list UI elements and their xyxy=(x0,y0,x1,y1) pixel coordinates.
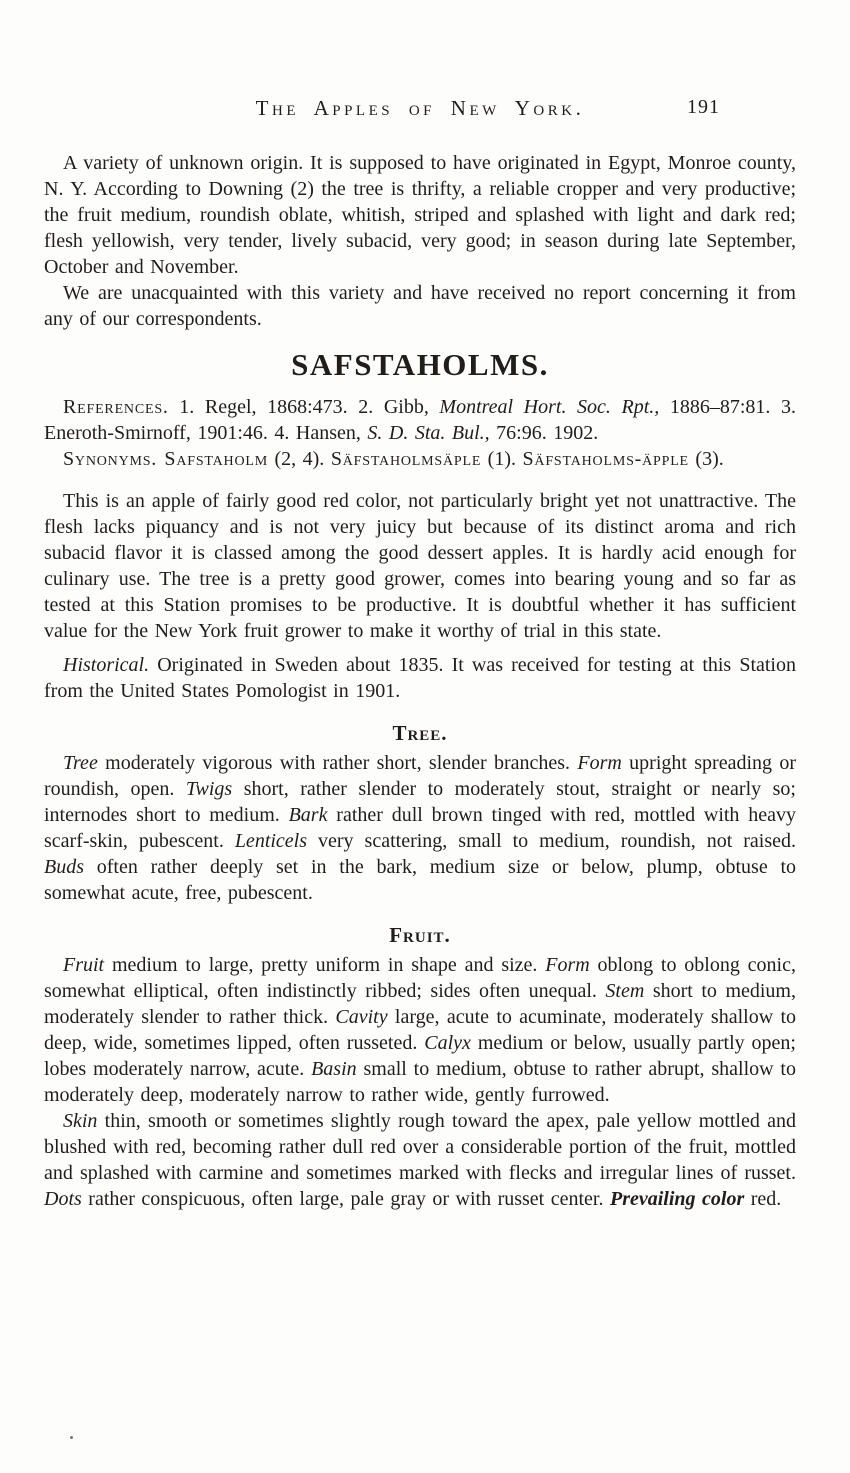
intro-paragraph-1: A variety of unknown origin. It is supposed to have originated in Egypt, Monroe county, N. Y. According to Downing (2) the tree is thrifty, a reliable cropper and very productive; the fruit medium, roundish oblate, whitish, striped and splashed with light and dark red; flesh yellowish, very tender, lively subacid, very good; in season during late September, October and November. xyxy=(44,152,796,278)
page-header xyxy=(44,96,796,124)
intro-paragraph-2: We are unacquainted with this variety and have received no report concerning it from any of our correspondents. xyxy=(44,282,796,330)
synonyms-paragraph: Synonyms. Safstaholm (2, 4). Säfstaholmsäple (1). Säfstaholms-äpple (3). xyxy=(63,448,724,470)
page-number: 191 xyxy=(687,96,720,118)
variety-heading: SAFSTAHOLMS. xyxy=(291,347,549,382)
tree-section-heading: Tree. xyxy=(392,721,448,745)
scan-speck xyxy=(70,1436,73,1439)
tree-paragraph: Tree moderately vigorous with rather short, slender branches. Form upright spreading or roundish, open. Twigs short, rather slender to moderately stout, straight or nearly so; internodes short to medium. Bark rather dull brown tinged with red, mottled with heavy scarf-skin, pubescent. Lenticels very scattering, small to medium, roundish, not raised. Buds often rather deeply set in the bark, medium size or below, plump, obtuse to somewhat acute, free, pubescent. xyxy=(44,752,796,904)
description-paragraph: This is an apple of fairly good red color, not particularly bright yet not unattractive. The flesh lacks piquancy and is not very juicy but because of its distinct aroma and rich subacid flavor it is classed among the good dessert apples. It is hardly acid enough for culinary use. The tree is a pretty good grower, comes into bearing young and so far as tested at this Station promises to be productive. It is doubtful whether it has sufficient value for the New York fruit grower to make it worthy of trial in this state. xyxy=(44,490,796,642)
historical-paragraph: Historical. Originated in Sweden about 1835. It was received for testing at this Station from the United States Pomologist in 1901. xyxy=(44,654,796,702)
fruit-paragraph: Fruit medium to large, pretty uniform in shape and size. Form oblong to oblong conic, somewhat elliptical, often indistinctly ribbed; sides often unequal. Stem short to medium, moderately slender to rather thick. Cavity large, acute to acuminate, moderately shallow to deep, wide, sometimes lipped, often russeted. Calyx medium or below, usually partly open; lobes moderately narrow, acute. Basin small to medium, obtuse to rather abrupt, shallow to moderately deep, moderately narrow to rather wide, gently furrowed. xyxy=(44,954,796,1106)
fruit-section-heading: Fruit. xyxy=(389,923,451,947)
skin-paragraph: Skin thin, smooth or sometimes slightly rough toward the apex, pale yellow mottled and blushed with red, becoming rather dull red over a considerable portion of the fruit, mottled and splashed with carmine and sometimes marked with flecks and irregular lines of russet. Dots rather conspicuous, often large, pale gray or with russet center. Prevailing color red. xyxy=(44,1110,796,1210)
references-paragraph: References. 1. Regel, 1868:473. 2. Gibb, Montreal Hort. Soc. Rpt., 1886–87:81. 3. Eneroth-Smirnoff, 1901:46. 4. Hansen, S. D. Sta. Bul., 76:96. 1902. xyxy=(44,396,796,444)
running-title: The Apples of New York. xyxy=(255,96,585,120)
